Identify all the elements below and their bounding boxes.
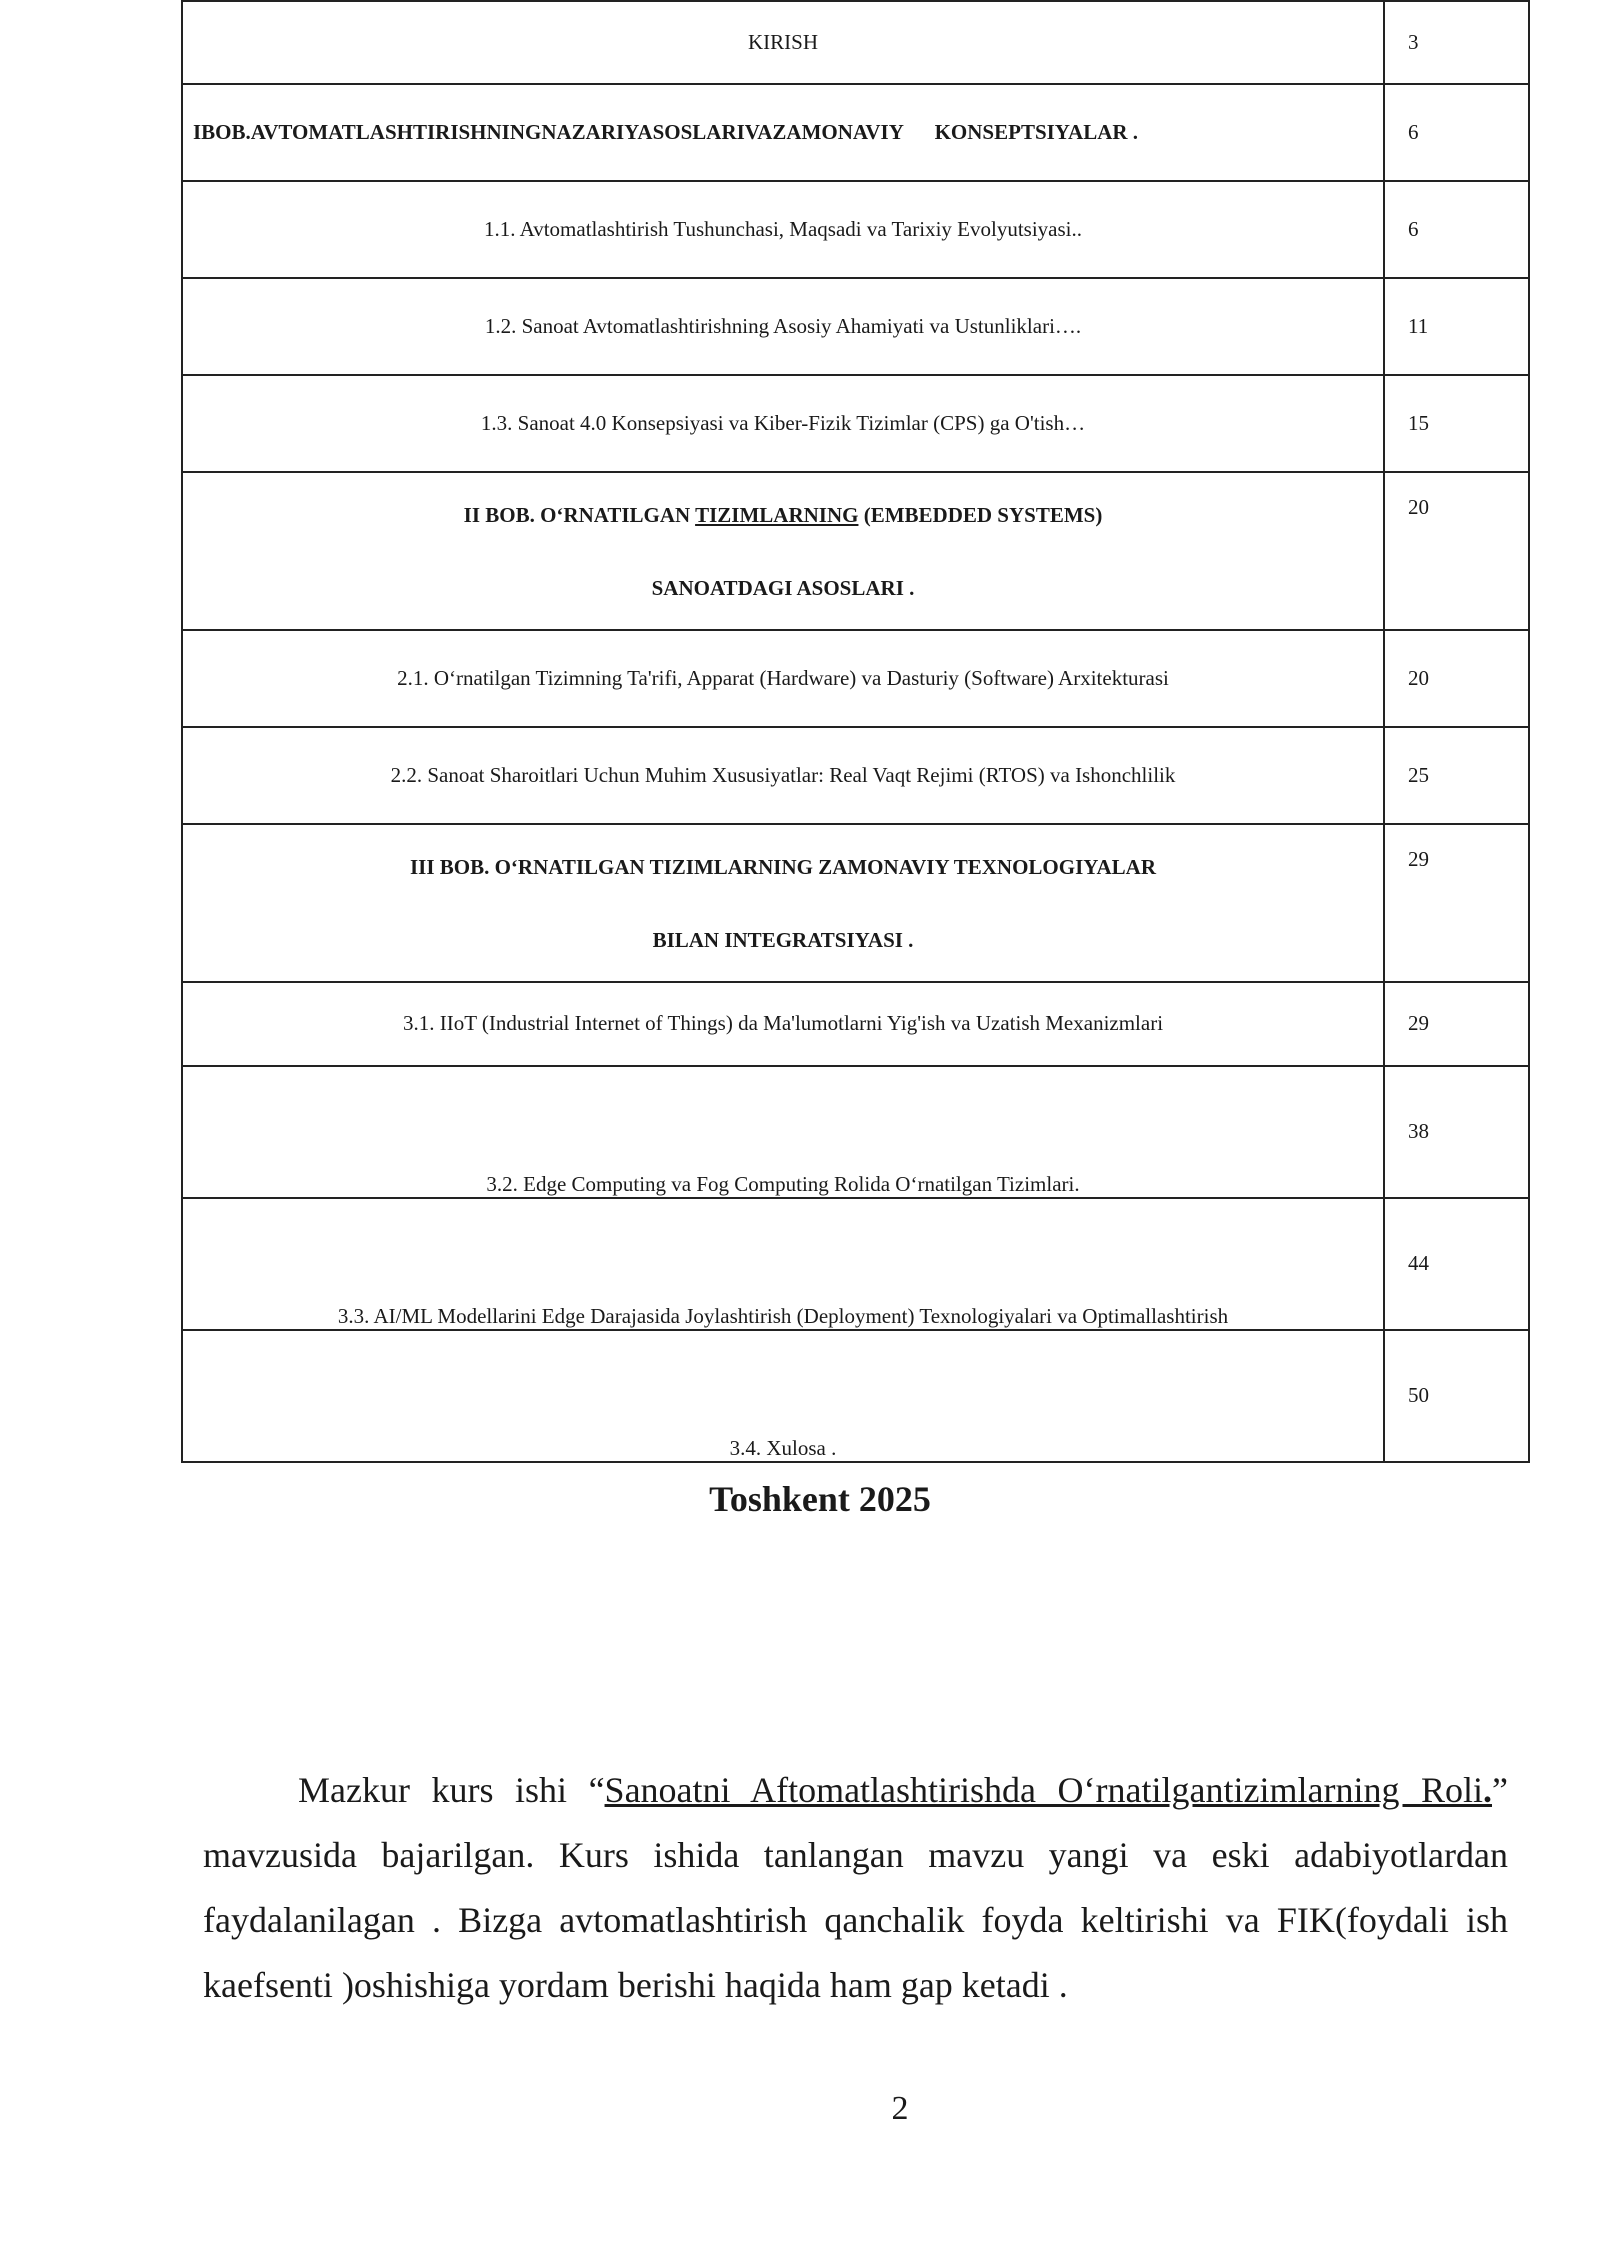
toc-page: 25: [1384, 727, 1529, 824]
toc-page: 44: [1384, 1198, 1529, 1330]
toc-page: 6: [1384, 181, 1529, 278]
toc-title: 3.4. Xulosa .: [182, 1330, 1384, 1462]
table-of-contents: [181, 0, 1530, 1463]
toc-row: [182, 630, 1529, 727]
page-number: 2: [891, 2090, 909, 2127]
toc-title: [182, 824, 1384, 982]
toc-row: [182, 1198, 1529, 1330]
toc-title: 3.1. IIoT (Industrial Internet of Things) da Ma'lumotlarni Yig'ish va Uzatish Mexanizmlari: [182, 982, 1384, 1066]
toc-title: [182, 472, 1384, 630]
toc-page: 38: [1384, 1066, 1529, 1198]
intro-text: ” mavzusida bajarilgan. Kurs ishida tanlangan mavzu yangi va eski adabiyotlardan faydalanilagan . Bizga avtomatlashtirish qanchalik foyda keltirishi va FIK(foydali ish kaefsenti )oshishiga yordam berishi haqida ham gap ketadi .: [203, 1770, 1508, 2005]
toc-row: [182, 278, 1529, 375]
toc-title-part: III BOB. O‘RNATILGAN TIZIMLARNING ZAMONAVIY TEXNOLOGIYALAR: [409, 855, 1157, 879]
toc-row: [182, 1, 1529, 84]
toc-page: 29: [1384, 824, 1529, 982]
toc-row: [182, 1066, 1529, 1198]
toc-row: [182, 472, 1529, 630]
toc-title-line2: BILAN INTEGRATSIYASI .: [652, 928, 914, 953]
toc-title: 3.2. Edge Computing va Fog Computing Rolida O‘rnatilgan Tizimlari.: [182, 1066, 1384, 1198]
toc-title-part: II BOB. O‘RNATILGAN: [463, 503, 696, 527]
toc-title: 1.1. Avtomatlashtirish Tushunchasi, Maqsadi va Tarixiy Evolyutsiyasi..: [182, 181, 1384, 278]
toc-row: [182, 181, 1529, 278]
toc-page: 50: [1384, 1330, 1529, 1462]
toc-row: [182, 84, 1529, 181]
toc-page: 20: [1384, 472, 1529, 630]
toc-title: 1.2. Sanoat Avtomatlashtirishning Asosiy Ahamiyati va Ustunliklari….: [182, 278, 1384, 375]
intro-text: Mazkur kurs ishi “: [298, 1770, 605, 1810]
toc-row: [182, 375, 1529, 472]
toc-title-underlined: TIZIMLARNING: [695, 503, 859, 527]
toc-title: 3.3. AI/ML Modellarini Edge Darajasida Joylashtirish (Deployment) Texnologiyalari va Optimallashtirish: [182, 1198, 1384, 1330]
toc-title: KIRISH: [182, 1, 1384, 84]
toc-title: 1.3. Sanoat 4.0 Konsepsiyasi va Kiber-Fizik Tizimlar (CPS) ga O'tish…: [182, 375, 1384, 472]
intro-paragraph: [203, 1758, 1508, 2018]
toc-row: [182, 1330, 1529, 1462]
toc-title: 2.2. Sanoat Sharoitlari Uchun Muhim Xususiyatlar: Real Vaqt Rejimi (RTOS) va Ishonchlilik: [182, 727, 1384, 824]
toc-title-part: (EMBEDDED SYSTEMS): [858, 503, 1103, 527]
toc-page: 6: [1384, 84, 1529, 181]
toc-page: 29: [1384, 982, 1529, 1066]
toc-title: 2.1. O‘rnatilgan Tizimning Ta'rifi, Apparat (Hardware) va Dasturiy (Software) Arxitekturasi: [182, 630, 1384, 727]
toc-row: [182, 982, 1529, 1066]
toc-title: IBOB.AVTOMATLASHTIRISHNINGNAZARIYASOSLARIVAZAMONAVIY KONSEPTSIYALAR .: [182, 84, 1384, 181]
toc-row: [182, 824, 1529, 982]
toc-page: 15: [1384, 375, 1529, 472]
city-year-heading: Toshkent 2025: [709, 1479, 931, 1519]
topic-title: Sanoatni Aftomatlashtirishda O‘rnatilgantizimlarning Roli: [604, 1770, 1483, 1810]
toc-title-line2: SANOATDAGI ASOSLARI .: [651, 576, 915, 601]
toc-page: 20: [1384, 630, 1529, 727]
toc-page: 11: [1384, 278, 1529, 375]
toc-row: [182, 727, 1529, 824]
toc-page: 3: [1384, 1, 1529, 84]
topic-title-dot: .: [1483, 1770, 1492, 1810]
